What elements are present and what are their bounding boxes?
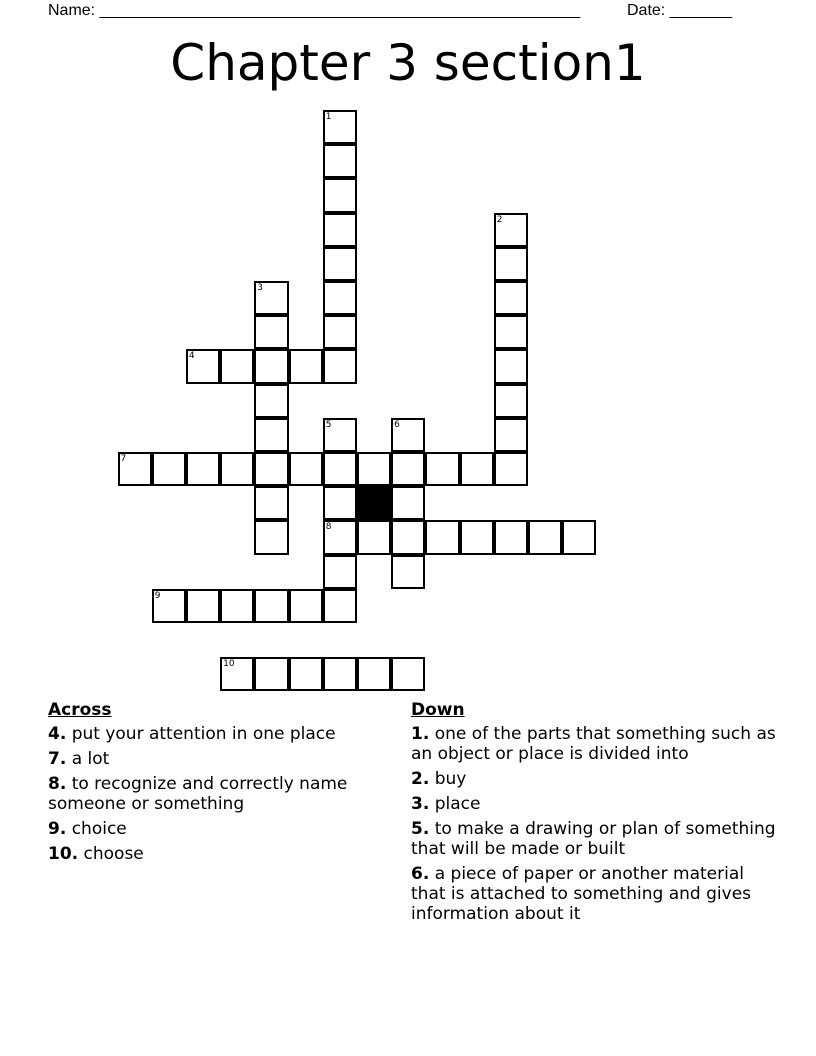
grid-cell[interactable] (289, 349, 323, 383)
grid-cell[interactable] (323, 486, 357, 520)
clue-number: 4. (48, 724, 67, 744)
cell-number: 4 (188, 351, 195, 362)
grid-cell[interactable] (357, 520, 391, 554)
clue-item (48, 819, 388, 839)
clue-item (411, 794, 781, 814)
grid-cell[interactable] (254, 520, 288, 554)
cell-number: 5 (325, 419, 332, 430)
grid-cell[interactable] (494, 213, 528, 247)
grid-cell[interactable] (494, 452, 528, 486)
down-clues (411, 700, 781, 929)
grid-cell[interactable] (254, 486, 288, 520)
clue-text: a piece of paper or another material that is attached to something and gives information about it (411, 864, 752, 924)
grid-cell[interactable] (391, 418, 425, 452)
clue-text: to make a drawing or plan of something that will be made or built (411, 819, 776, 859)
grid-cell[interactable] (494, 247, 528, 281)
across-clues (48, 700, 388, 869)
grid-cell[interactable] (494, 520, 528, 554)
grid-cell[interactable] (460, 452, 494, 486)
clue-number: 2. (411, 769, 430, 789)
grid-cell[interactable] (289, 657, 323, 691)
grid-cell[interactable] (494, 384, 528, 418)
grid-cell[interactable] (357, 452, 391, 486)
grid-cell[interactable] (254, 418, 288, 452)
grid-cell[interactable] (254, 315, 288, 349)
cell-number: 8 (325, 522, 332, 533)
cell-number: 9 (154, 590, 161, 601)
clue-item (411, 864, 781, 924)
clue-number: 5. (411, 819, 430, 839)
grid-cell[interactable] (494, 281, 528, 315)
cell-number: 6 (394, 419, 400, 430)
grid-cell[interactable] (562, 520, 596, 554)
grid-cell[interactable] (152, 452, 186, 486)
grid-cell[interactable] (254, 384, 288, 418)
clue-item (411, 769, 781, 789)
clue-text: one of the parts that something such as an object or place is divided into (411, 724, 776, 764)
grid-cell[interactable] (323, 281, 357, 315)
clue-item (411, 819, 781, 859)
grid-cell[interactable] (254, 657, 288, 691)
grid-cell[interactable] (254, 589, 288, 623)
clue-number: 6. (411, 864, 430, 884)
grid-cell[interactable] (289, 452, 323, 486)
grid-cell[interactable] (391, 486, 425, 520)
cell-number: 1 (325, 112, 332, 122)
clue-text: choose (83, 844, 144, 864)
grid-cell[interactable] (528, 520, 562, 554)
cell-number: 10 (223, 659, 235, 670)
cell-number: 2 (496, 214, 503, 225)
cell-number: 3 (257, 283, 264, 293)
grid-cell[interactable] (323, 110, 357, 144)
clue-number: 10. (48, 844, 79, 864)
grid-cell[interactable] (254, 349, 288, 383)
clue-item (48, 749, 388, 769)
clue-item (48, 724, 388, 744)
grid-cell[interactable] (391, 555, 425, 589)
clue-text: choice (71, 819, 127, 839)
grid-cell[interactable] (254, 452, 288, 486)
grid-cell[interactable] (254, 281, 288, 315)
blocked-cell (357, 486, 391, 520)
clue-item (48, 844, 388, 864)
grid-cell[interactable] (391, 452, 425, 486)
clue-item (48, 774, 388, 814)
grid-cell[interactable] (323, 349, 357, 383)
page-title: Chapter 3 section1 (170, 34, 646, 92)
grid-cell[interactable] (323, 657, 357, 691)
across-heading: Across (48, 700, 112, 720)
grid-cell[interactable] (323, 555, 357, 589)
grid-cell[interactable] (494, 315, 528, 349)
grid-cell[interactable] (220, 452, 254, 486)
grid-cell[interactable] (357, 657, 391, 691)
grid-cell[interactable] (323, 520, 357, 554)
grid-cell[interactable] (494, 418, 528, 452)
grid-cell[interactable] (152, 589, 186, 623)
date-field-label: Date: _______ (627, 2, 732, 19)
clue-text: place (434, 794, 481, 814)
down-heading: Down (411, 700, 465, 720)
grid-cell[interactable] (289, 589, 323, 623)
clue-item (411, 724, 781, 764)
grid-cell[interactable] (323, 178, 357, 212)
grid-cell[interactable] (494, 349, 528, 383)
grid-cell[interactable] (323, 589, 357, 623)
clue-text: put your attention in one place (71, 724, 336, 744)
grid-cell[interactable] (220, 657, 254, 691)
grid-cell[interactable] (186, 452, 220, 486)
grid-cell[interactable] (186, 349, 220, 383)
clue-number: 8. (48, 774, 67, 794)
grid-cell[interactable] (323, 247, 357, 281)
clue-number: 9. (48, 819, 67, 839)
grid-cell[interactable] (323, 418, 357, 452)
grid-cell[interactable] (425, 452, 459, 486)
grid-cell[interactable] (186, 589, 220, 623)
grid-cell[interactable] (220, 589, 254, 623)
grid-cell[interactable] (391, 657, 425, 691)
clue-number: 1. (411, 724, 430, 744)
grid-cell[interactable] (391, 520, 425, 554)
clue-number: 3. (411, 794, 430, 814)
clue-text: buy (434, 769, 467, 789)
grid-cell[interactable] (323, 213, 357, 247)
clue-text: a lot (71, 749, 110, 769)
clue-number: 7. (48, 749, 67, 769)
clue-text: to recognize and correctly name someone or something (48, 774, 348, 814)
grid-cell[interactable] (118, 452, 152, 486)
grid-cell[interactable] (425, 520, 459, 554)
grid-cell[interactable] (323, 315, 357, 349)
grid-cell[interactable] (323, 144, 357, 178)
name-field-label: Name: ______________________________________________________ (48, 2, 581, 19)
grid-cell[interactable] (220, 349, 254, 383)
grid-cell[interactable] (323, 452, 357, 486)
cell-number: 7 (120, 454, 127, 464)
grid-cell[interactable] (460, 520, 494, 554)
